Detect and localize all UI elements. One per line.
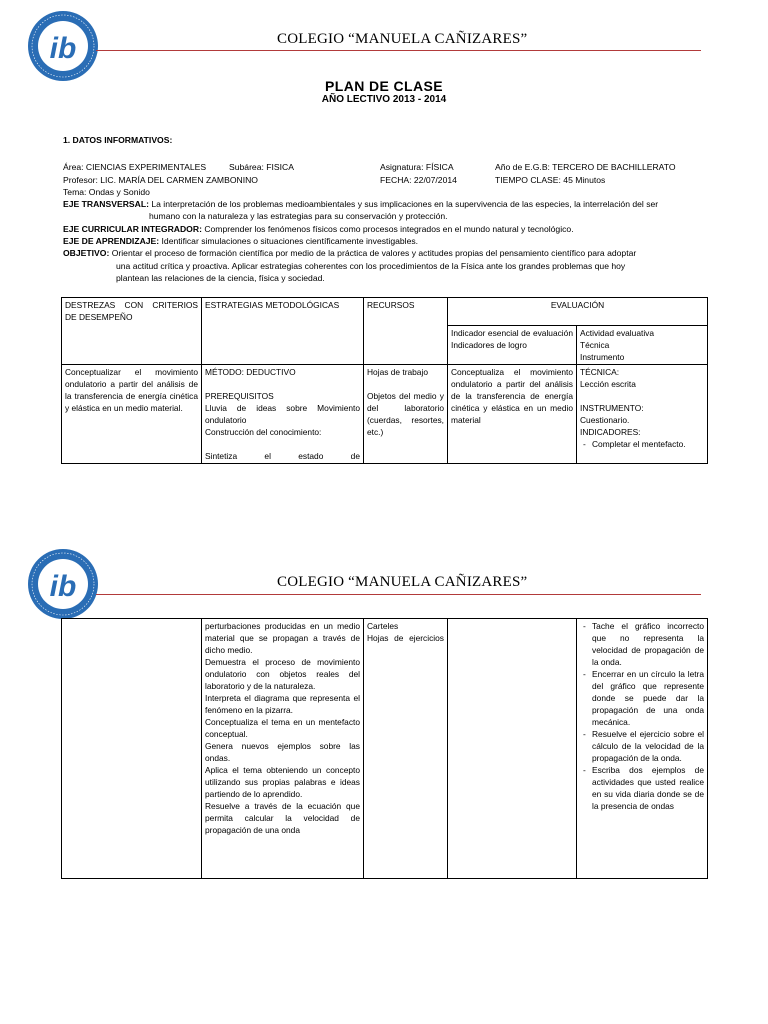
eje-curricular: EJE CURRICULAR INTEGRADOR: Comprender los fenómenos físicos como procesos integrados en el mundo natural y tecnológico. [63, 224, 574, 234]
recursos-cell-cont: Carteles Hojas de ejercicios [364, 619, 448, 879]
anio-egb: Año de E.G.B: TERCERO DE BACHILLERATO [495, 162, 676, 172]
header-rule-page2 [96, 594, 701, 595]
estrategia-item: Interpreta el diagrama que representa el fenómeno en la pizarra. [205, 693, 360, 715]
header-estrategias: ESTRATEGIAS METODOLÓGICAS [202, 298, 364, 365]
ib-logo [26, 9, 100, 83]
fecha: FECHA: 22/07/2014 [380, 175, 457, 185]
header-recursos: RECURSOS [364, 298, 448, 365]
tiempo-clase: TIEMPO CLASE: 45 Minutos [495, 175, 606, 185]
area: Área: CIENCIAS EXPERIMENTALES [63, 162, 207, 172]
actividad-item: - Escriba dos ejemplos de actividades que usted realice en su vida diaria donde se de la presencia de ondas [592, 764, 704, 812]
school-name: COLEGIO “MANUELA CAÑIZARES” [277, 31, 528, 47]
estrategia-item: Genera nuevos ejemplos sobre las ondas. [205, 741, 360, 763]
estrategia-item: Demuestra el proceso de movimiento ondulatorio con objetos reales del laboratorio y de la naturaleza. [205, 657, 360, 691]
header-indicador: Indicador esencial de evaluación Indicadores de logro [448, 326, 577, 365]
indicador-cell: Conceptualiza el movimiento ondulatorio a partir del análisis de la transferencia de energía cinética y elástica en un medio material [448, 365, 577, 464]
lesson-table [61, 297, 708, 464]
recursos-cell: Hojas de trabajo Objetos del medio y del laboratorio (cuerdas, resortes, etc.) [364, 365, 448, 464]
estrategia-item: perturbaciones producidas en un medio material que se propagan a través de dicho medio. [205, 621, 360, 655]
eje-aprendizaje: EJE DE APRENDIZAJE: Identificar simulaciones o situaciones científicamente investigables. [63, 236, 419, 246]
header-actividad: Actividad evaluativa Técnica Instrumento [577, 326, 708, 365]
estrategia-item: Aplica el tema obteniendo un concepto utilizando sus propias palabras e ideas partiendo de lo aprendido. [205, 765, 360, 799]
section-heading: 1. DATOS INFORMATIVOS: [63, 135, 173, 145]
profesor: Profesor: LIC. MARÍA DEL CARMEN ZAMBONINO [63, 175, 258, 185]
eje-transversal: EJE TRANSVERSAL: La interpretación de los problemas medioambientales y sus implicaciones en la supervivencia de las especies, la interrelación del ser [63, 199, 659, 209]
destreza-cell-cont [62, 619, 202, 879]
actividad-item: - Tache el gráfico incorrecto que no representa la velocidad de propagación de la onda. [592, 620, 704, 668]
tema: Tema: Ondas y Sonido [63, 187, 150, 197]
header-evaluacion: EVALUACIÓN [448, 298, 708, 326]
actividad-cell: TÉCNICA: Lección escrita INSTRUMENTO: Cuestionario. INDICADORES: - Completar el mentefacto. [577, 365, 708, 464]
lesson-table-cont [61, 618, 708, 879]
objetivo: OBJETIVO: Orientar el proceso de formación científica por medio de la práctica de valores y actitudes propias del pensamiento científico para adoptar [63, 248, 637, 258]
header-destrezas: DESTREZAS CON CRITERIOS DE DESEMPEÑO [62, 298, 202, 365]
header-rule [96, 50, 701, 51]
estrategias-cell-cont [202, 619, 364, 879]
asignatura: Asignatura: FÍSICA [380, 162, 454, 172]
subarea: Subárea: FISICA [229, 162, 294, 172]
plan-title: PLAN DE CLASE [325, 78, 443, 94]
school-name-page2: COLEGIO “MANUELA CAÑIZARES” [277, 574, 528, 590]
indicador-cell-cont [448, 619, 577, 879]
ib-logo-page2 [26, 547, 100, 621]
logo-letters-page2: ib [49, 570, 77, 603]
actividad-item: - Encerrar en un círculo la letra del gráfico que represente donde se puede dar la propagación de una onda mecánica. [592, 668, 704, 728]
estrategia-item: Resuelve a través de la ecuación que permita calcular la velocidad de propagación de una onda [205, 801, 360, 835]
actividad-cell-cont [577, 619, 708, 879]
objetivo-cont-2: plantean las relaciones de la ciencia, física y sociedad. [116, 273, 325, 283]
actividad-item: - Resuelve el ejercicio sobre el cálculo de la velocidad de la propagación de la onda. [592, 728, 704, 764]
eje-transversal-cont: humano con la naturaleza y las estrategias para su conservación y protección. [149, 211, 448, 221]
objetivo-cont-1: una actitud crítica y proactiva. Aplicar estrategias coherentes con los procedimientos de la Física ante los grandes problemas que hoy [116, 261, 626, 271]
estrategias-cell: MÉTODO: DEDUCTIVO PREREQUISITOS Lluvia de ideas sobre Movimiento ondulatorio Construcción del conocimiento: Sintetiza el estado de [202, 365, 364, 464]
destreza-cell: Conceptualizar el movimiento ondulatorio a partir del análisis de la transferencia de energía cinética y elástica en un medio material. [62, 365, 202, 464]
school-year: AÑO LECTIVO 2013 - 2014 [321, 94, 447, 105]
logo-letters: ib [49, 32, 77, 65]
estrategia-item: Conceptualiza el tema en un mentefacto conceptual. [205, 717, 360, 739]
